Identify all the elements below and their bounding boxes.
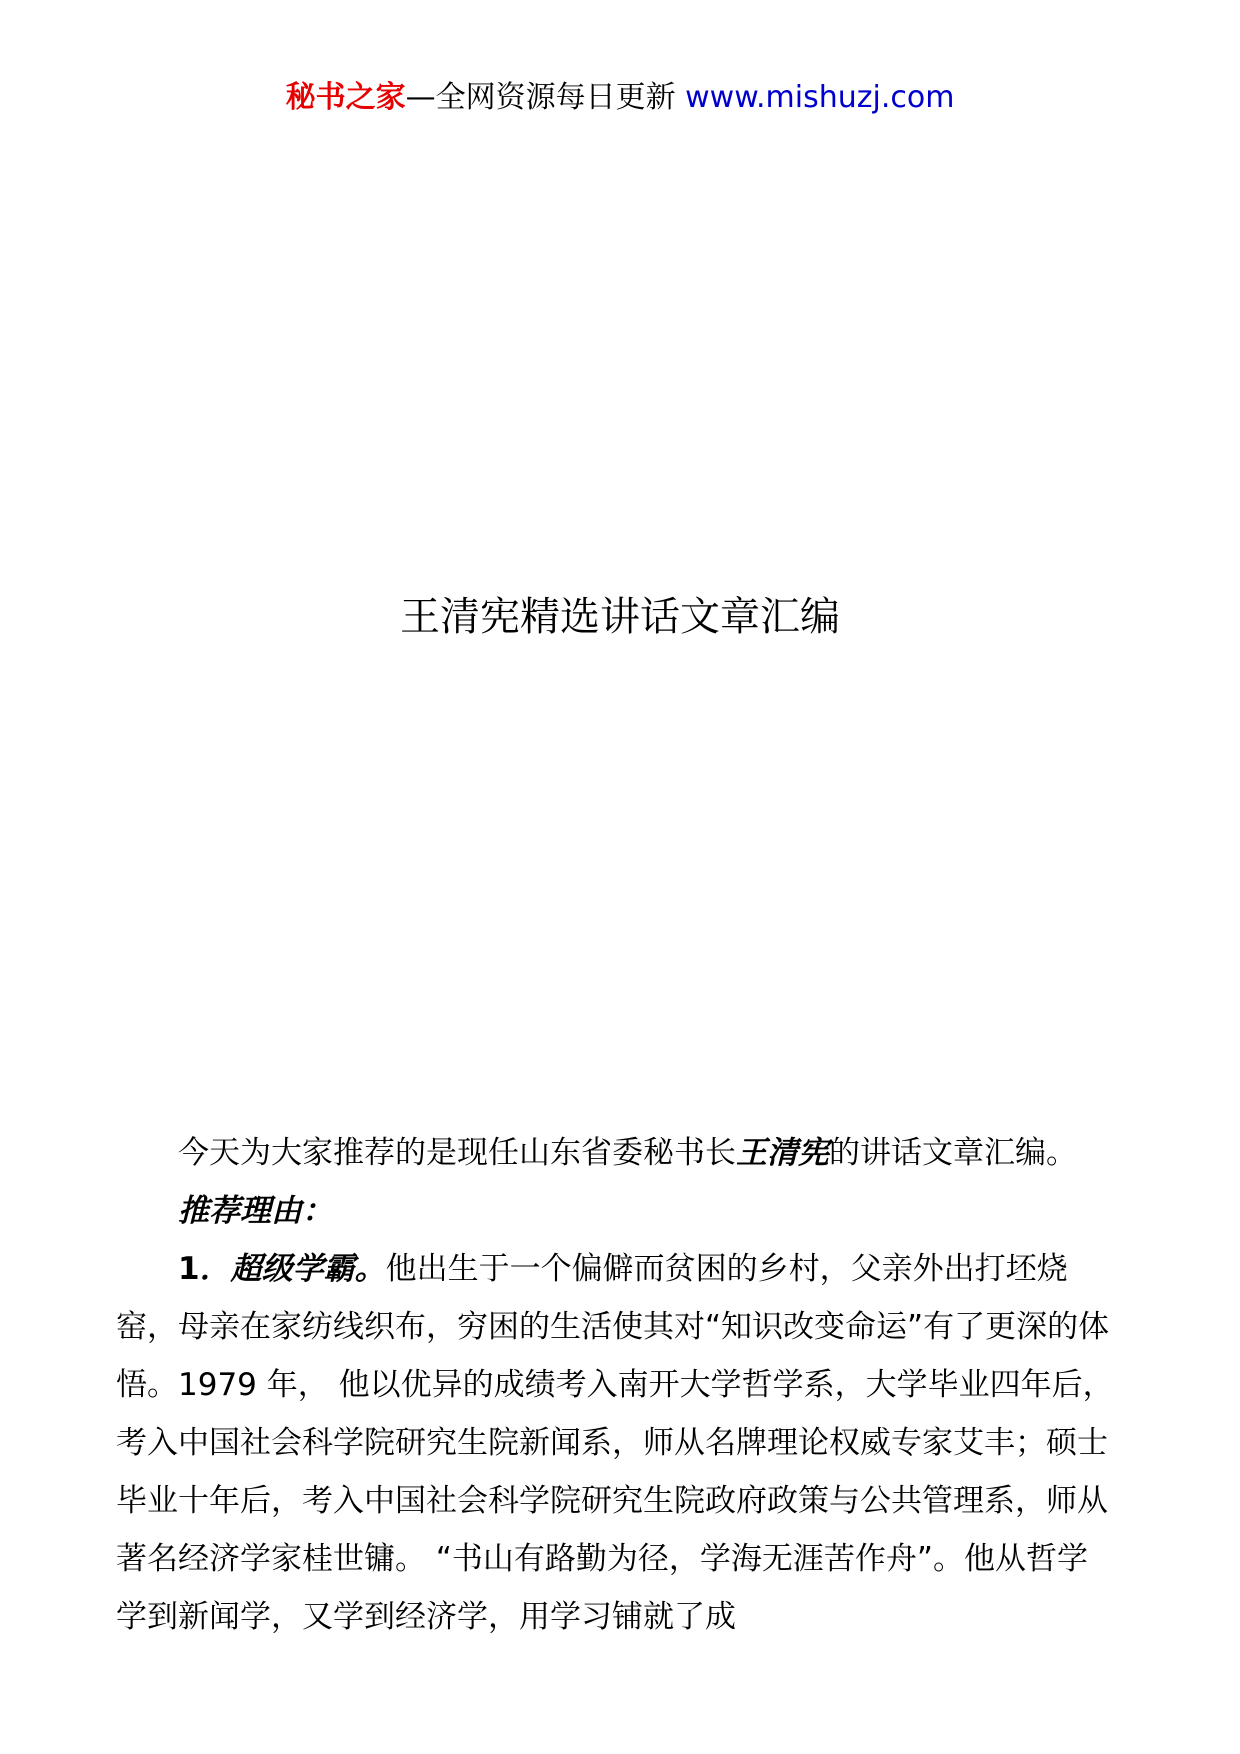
point-heading: 超级学霸。	[230, 1251, 386, 1287]
intro-text-before: 今天为大家推荐的是现任山东省委秘书长	[178, 1135, 736, 1171]
document-title: 王清宪精选讲话文章汇编	[400, 594, 840, 640]
site-url-link[interactable]: www.mishuzj.com	[685, 80, 955, 115]
site-header	[0, 78, 1240, 118]
point-dot: ．	[199, 1251, 231, 1287]
person-name: 王清宪	[736, 1135, 829, 1171]
intro-paragraph	[116, 1124, 1116, 1182]
brand-name: 秘书之家	[285, 80, 406, 115]
point-paragraph	[116, 1240, 1116, 1646]
reason-heading: 推荐理由：	[178, 1193, 333, 1229]
intro-text-after: 的讲话文章汇编。	[829, 1135, 1077, 1171]
point-number: 1	[178, 1251, 200, 1287]
document-body	[116, 1124, 1116, 1646]
point-text: 他出生于一个偏僻而贫困的乡村，父亲外出打坯烧窑，母亲在家纺线织布，穷困的生活使其对“知识改变命运”有了更深的体悟。1979 年， 他以优异的成绩考入南开大学哲学系，大学毕业四年后，考入中国社会科学院研究生院新闻系，师从名牌理论权威专家艾丰；硕士毕业十年后，考入中国社会科学院研究生院政府政策与公共管理系，师从著名经济学家桂世镛。 “书山有路勤为径，学海无涯苦作舟”。他从哲学学到新闻学，又学到经济学，用学习铺就了成	[116, 1251, 1114, 1635]
header-tagline: —全网资源每日更新	[405, 80, 676, 115]
